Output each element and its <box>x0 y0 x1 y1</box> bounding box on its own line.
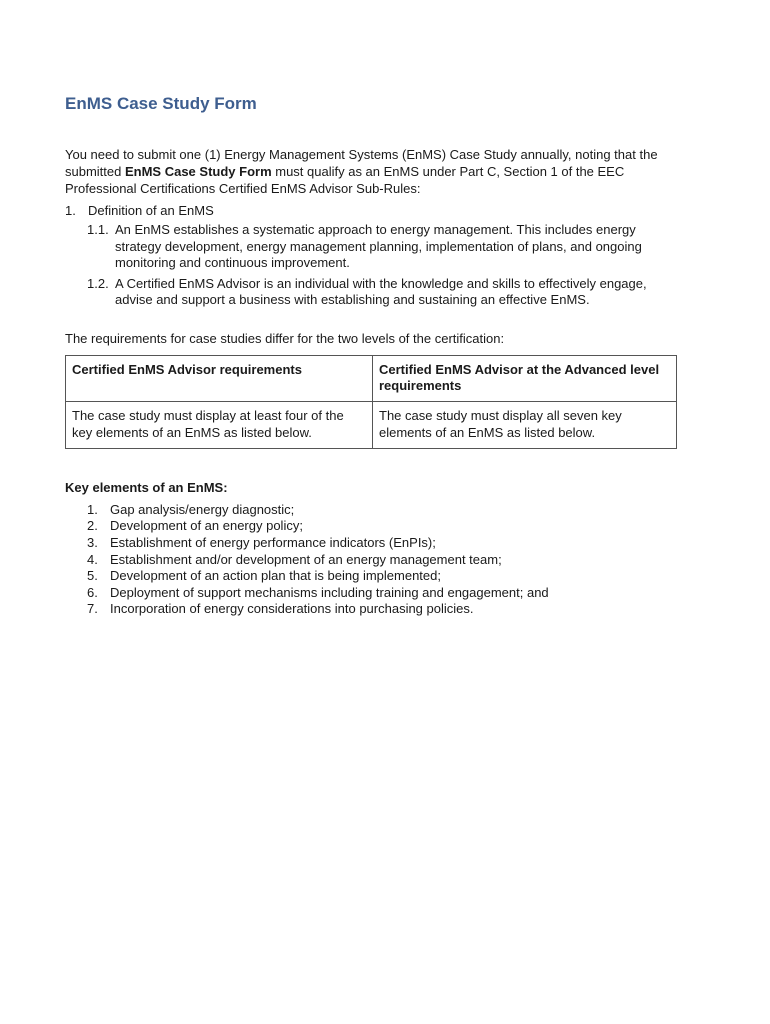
key-elements-title: Key elements of an EnMS: <box>65 480 228 496</box>
list-number: 1.1. <box>87 221 109 237</box>
list-number: 5. <box>87 568 98 584</box>
list-item <box>87 276 677 309</box>
list-item-text: Incorporation of energy considerations into purchasing policies. <box>110 601 474 617</box>
definition-heading: Definition of an EnMS <box>88 203 214 219</box>
list-item-text: An EnMS establishes a systematic approach to energy management. This includes energy strategy development, energy management planning, implementation of plans, and ongoing monitoring and continuous improvement. <box>115 221 642 271</box>
list-item <box>87 601 677 618</box>
list-item <box>87 502 677 519</box>
table-header-cell: Certified EnMS Advisor at the Advanced level requirements <box>373 355 677 402</box>
list-item-text: A Certified EnMS Advisor is an individual with the knowledge and skills to effectively engage, advise and support a business with establishing and sustaining an effective EnMS. <box>115 275 647 308</box>
list-number: 4. <box>87 551 98 567</box>
list-number: 1. <box>65 203 76 219</box>
requirements-table <box>65 355 677 450</box>
intro-paragraph <box>65 147 677 197</box>
requirements-intro: The requirements for case studies differ for the two levels of the certification: <box>65 330 505 346</box>
list-item <box>87 552 677 569</box>
list-item-text: Establishment and/or development of an energy management team; <box>110 551 502 567</box>
list-item-text: Gap analysis/energy diagnostic; <box>110 501 295 517</box>
list-number: 1. <box>87 501 98 517</box>
table-header-row <box>66 355 677 402</box>
table-cell: The case study must display all seven key elements of an EnMS as listed below. <box>373 402 677 449</box>
key-elements-list <box>65 502 677 618</box>
document-page <box>65 93 677 618</box>
list-item-text: Deployment of support mechanisms including training and engagement; and <box>110 584 549 600</box>
list-item <box>87 535 677 552</box>
list-item-text: Development of an energy policy; <box>110 518 303 534</box>
list-item-text: Development of an action plan that is being implemented; <box>110 568 441 584</box>
table-header-cell: Certified EnMS Advisor requirements <box>66 355 373 402</box>
intro-text-before: You need to submit one (1) Energy Management Systems (EnMS) Case Study annually, noting that the submitted <box>65 147 658 179</box>
table-row <box>66 402 677 449</box>
table-cell: The case study must display at least four of the key elements of an EnMS as listed below. <box>66 402 373 449</box>
list-item <box>87 585 677 602</box>
list-item-text: Establishment of energy performance indicators (EnPIs); <box>110 534 436 550</box>
list-number: 6. <box>87 584 98 600</box>
definition-list <box>65 203 677 309</box>
list-item <box>87 518 677 535</box>
intro-form-name: EnMS Case Study Form <box>124 163 272 179</box>
page-title: EnMS Case Study Form <box>65 94 257 113</box>
list-item <box>87 222 677 272</box>
list-number: 3. <box>87 534 98 550</box>
list-number: 7. <box>87 601 98 617</box>
intro-text-after: must qualify as an EnMS under Part C, Section 1 of the EEC Professional Certifications Certified EnMS Advisor Sub-Rules: <box>65 163 625 196</box>
definition-heading-row <box>65 203 677 220</box>
list-number: 2. <box>87 518 98 534</box>
list-number: 1.2. <box>87 275 109 291</box>
list-item <box>87 568 677 585</box>
